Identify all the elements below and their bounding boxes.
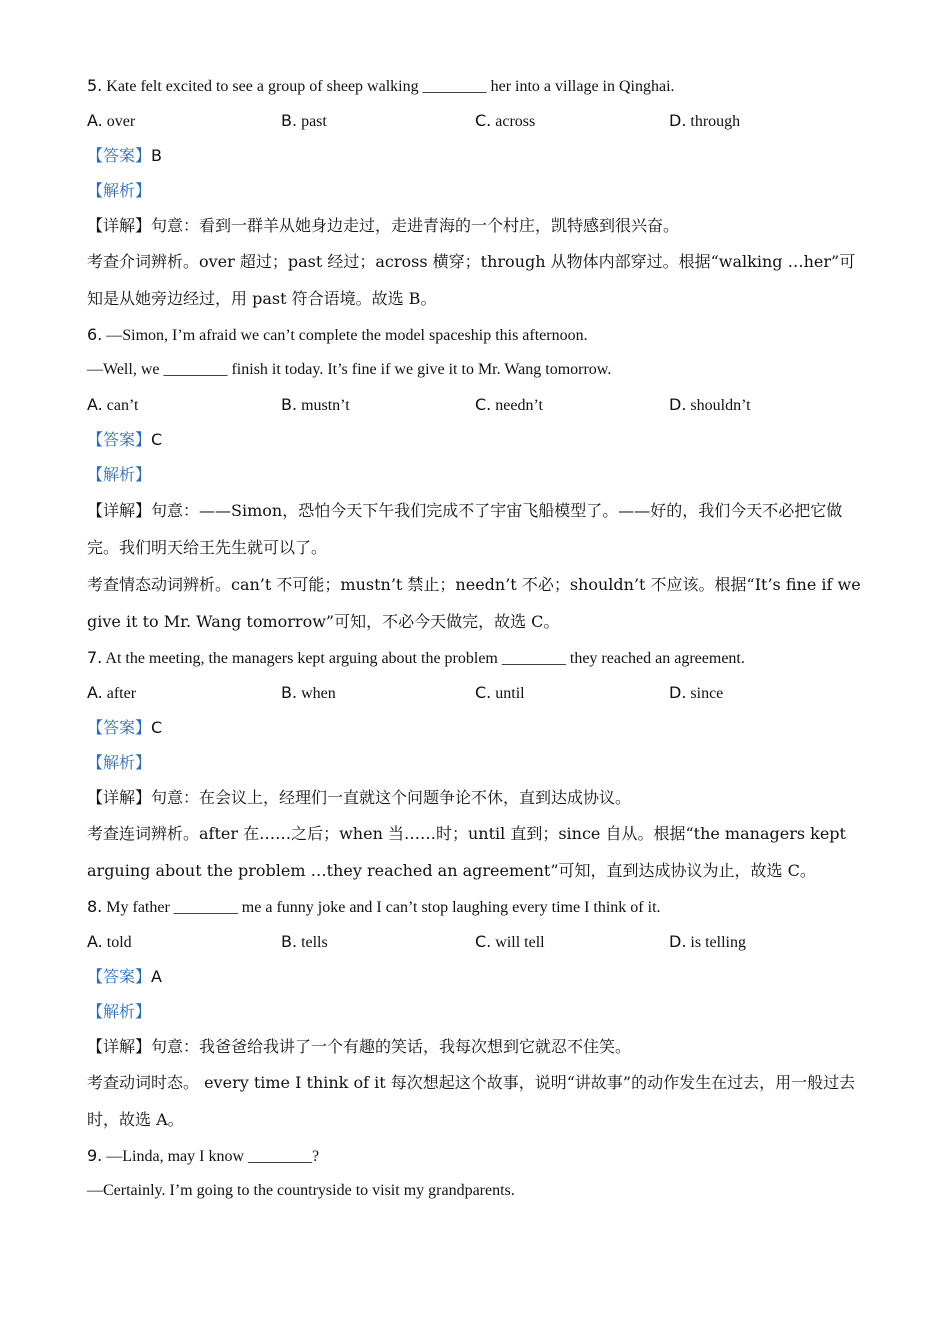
detail-text: 句意：看到一群羊从她身边走过，走进青海的一个村庄，凯特感到很兴奋。 xyxy=(151,216,680,235)
explanation-text: 考查动词时态。 every time I think of it 每次想起这个故事，说明“讲故事”的动作发生在过去，用一般过去时，故选 A。 xyxy=(87,1073,856,1129)
document-page xyxy=(87,68,865,1208)
question-number: 9. xyxy=(87,1146,103,1165)
option-a: A. after xyxy=(87,683,137,702)
question-number: 7. xyxy=(87,648,103,667)
question-number: 8. xyxy=(87,897,103,916)
detail-line xyxy=(87,208,865,243)
question-7 xyxy=(87,640,865,889)
option-c: C. until xyxy=(475,683,525,702)
detail-tag: 【详解】 xyxy=(87,1037,152,1056)
question-number: 6. xyxy=(87,325,103,344)
stem-continuation: —Well, we ________ finish it today. It’s fine if we give it to Mr. Wang tomorrow. xyxy=(87,361,612,378)
question-stem xyxy=(87,68,865,103)
option-d: D. is telling xyxy=(669,932,746,951)
analysis-tag: 【解析】 xyxy=(87,753,152,772)
option-d: D. since xyxy=(669,683,724,702)
analysis-tag: 【解析】 xyxy=(87,181,152,200)
options-row xyxy=(87,387,865,422)
option-b: B. tells xyxy=(281,932,328,951)
option-b: B. past xyxy=(281,111,327,130)
option-c: C. needn’t xyxy=(475,395,543,414)
detail-line xyxy=(87,780,865,815)
analysis-line xyxy=(87,457,865,492)
answer-tag: 【答案】 xyxy=(87,430,152,449)
detail-tag: 【详解】 xyxy=(87,501,152,520)
analysis-line xyxy=(87,173,865,208)
answer-line xyxy=(87,710,865,745)
answer-line xyxy=(87,138,865,173)
detail-tag: 【详解】 xyxy=(87,788,152,807)
option-d: D. shouldn’t xyxy=(669,395,751,414)
detail-line xyxy=(87,1029,865,1064)
stem-text: —Simon, I’m afraid we can’t complete the model spaceship this afternoon. xyxy=(102,327,588,344)
question-5 xyxy=(87,68,865,317)
answer-value: C xyxy=(151,718,163,737)
analysis-tag: 【解析】 xyxy=(87,1002,152,1021)
stem-text: Kate felt excited to see a group of sheep walking ________ her into a village in Qinghai. xyxy=(102,78,675,95)
detail-line xyxy=(87,492,865,566)
detail-text: 句意：我爸爸给我讲了一个有趣的笑话，我每次想到它就忍不住笑。 xyxy=(151,1037,632,1056)
analysis-tag: 【解析】 xyxy=(87,465,152,484)
detail-text: 句意：——Simon，恐怕今天下午我们完成不了宇宙飞船模型了。——好的，我们今天不必把它做完。我们明天给王先生就可以了。 xyxy=(87,501,843,557)
question-8 xyxy=(87,889,865,1138)
explanation-text: 考查情态动词辨析。can’t 不可能；mustn’t 禁止；needn’t 不必；shouldn’t 不应该。根据“It’s fine if we give it to Mr. Wang tomorrow”可知，不必今天做完，故选 C。 xyxy=(87,575,861,631)
answer-value: A xyxy=(151,967,162,986)
explanation-text: 考查介词辨析。over 超过；past 经过；across 横穿；through 从物体内部穿过。根据“walking …her”可知是从她旁边经过，用 past 符合语境。故选 B。 xyxy=(87,252,856,308)
question-6 xyxy=(87,317,865,640)
question-9 xyxy=(87,1138,865,1208)
answer-tag: 【答案】 xyxy=(87,718,152,737)
stem-text: —Linda, may I know ________? xyxy=(102,1148,320,1165)
answer-value: B xyxy=(151,146,162,165)
option-a: A. can’t xyxy=(87,395,139,414)
question-stem xyxy=(87,317,865,352)
option-c: C. across xyxy=(475,111,536,130)
option-b: B. when xyxy=(281,683,336,702)
options-row xyxy=(87,103,865,138)
question-number: 5. xyxy=(87,76,103,95)
options-row xyxy=(87,924,865,959)
answer-line xyxy=(87,422,865,457)
option-c: C. will tell xyxy=(475,932,545,951)
detail-text: 句意：在会议上，经理们一直就这个问题争论不休，直到达成协议。 xyxy=(151,788,632,807)
question-stem xyxy=(87,889,865,924)
answer-value: C xyxy=(151,430,163,449)
answer-tag: 【答案】 xyxy=(87,967,152,986)
answer-tag: 【答案】 xyxy=(87,146,152,165)
option-b: B. mustn’t xyxy=(281,395,350,414)
explanation-text: 考查连词辨析。after 在……之后；when 当……时；until 直到；since 自从。根据“the managers kept arguing about the problem …they reached an agreement”可知，直到达成协议为止，故选 C。 xyxy=(87,824,846,880)
question-stem xyxy=(87,640,865,675)
options-row xyxy=(87,675,865,710)
option-a: A. over xyxy=(87,111,136,130)
option-d: D. through xyxy=(669,111,741,130)
option-a: A. told xyxy=(87,932,132,951)
answer-line xyxy=(87,959,865,994)
analysis-line xyxy=(87,994,865,1029)
stem-text: My father ________ me a funny joke and I can’t stop laughing every time I think of it. xyxy=(102,899,661,916)
analysis-line xyxy=(87,745,865,780)
detail-tag: 【详解】 xyxy=(87,216,152,235)
question-stem xyxy=(87,1138,865,1173)
stem-text: At the meeting, the managers kept arguing about the problem ________ they reached an agreement. xyxy=(102,650,745,667)
stem-continuation: —Certainly. I’m going to the countryside to visit my grandparents. xyxy=(87,1182,515,1199)
